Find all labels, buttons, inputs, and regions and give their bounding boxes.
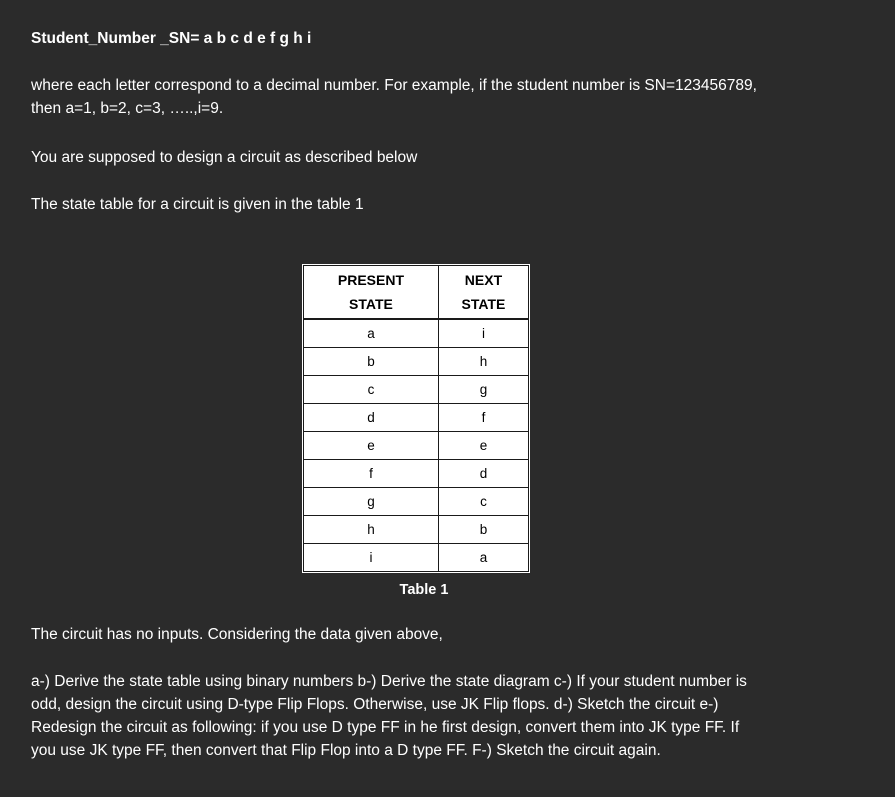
intro-line-1: where each letter correspond to a decimal number. For example, if the student number is SN=123456789, xyxy=(31,77,757,94)
next-state-cell: f xyxy=(438,404,528,432)
present-state-cell: a xyxy=(304,319,439,348)
state-table-container xyxy=(303,265,529,572)
table-row xyxy=(304,460,529,488)
table-row xyxy=(304,319,529,348)
intro-paragraph xyxy=(31,74,861,120)
next-state-cell: i xyxy=(438,319,528,348)
present-state-cell: h xyxy=(304,516,439,544)
present-state-cell: f xyxy=(304,460,439,488)
table-row xyxy=(304,488,529,516)
design-paragraph: You are supposed to design a circuit as described below xyxy=(31,149,418,166)
table-row xyxy=(304,432,529,460)
task-line-2: odd, design the circuit using D-type Flip Flops. Otherwise, use JK Flip flops. d-) Sketch the circuit e-) xyxy=(31,696,719,713)
table-row xyxy=(304,376,529,404)
next-state-cell: e xyxy=(438,432,528,460)
tasks-paragraph xyxy=(31,670,841,762)
table-row xyxy=(304,544,529,572)
document-title: Student_Number _SN= a b c d e f g h i xyxy=(31,30,312,47)
present-state-cell: g xyxy=(304,488,439,516)
state-table-header-row xyxy=(304,266,529,320)
intro-line-2: then a=1, b=2, c=3, …..,i=9. xyxy=(31,100,224,117)
task-line-1: a-) Derive the state table using binary numbers b-) Derive the state diagram c-) If your student number is xyxy=(31,673,747,690)
present-state-cell: b xyxy=(304,348,439,376)
state-table-intro: The state table for a circuit is given in the table 1 xyxy=(31,196,364,213)
present-state-cell: d xyxy=(304,404,439,432)
no-inputs-paragraph: The circuit has no inputs. Considering the data given above, xyxy=(31,626,443,643)
table-caption: Table 1 xyxy=(399,582,449,598)
next-state-cell: d xyxy=(438,460,528,488)
table-row xyxy=(304,404,529,432)
next-state-cell: h xyxy=(438,348,528,376)
next-state-cell: g xyxy=(438,376,528,404)
table-row xyxy=(304,348,529,376)
next-state-cell: b xyxy=(438,516,528,544)
present-state-cell: c xyxy=(304,376,439,404)
table-row xyxy=(304,516,529,544)
task-line-4: you use JK type FF, then convert that Flip Flop into a D type FF. F-) Sketch the circuit again. xyxy=(31,742,661,759)
next-state-cell: c xyxy=(438,488,528,516)
next-state-cell: a xyxy=(438,544,528,572)
present-state-header: PRESENT STATE xyxy=(304,266,439,320)
next-state-header: NEXT STATE xyxy=(438,266,528,320)
present-state-cell: e xyxy=(304,432,439,460)
task-line-3: Redesign the circuit as following: if you use D type FF in he first design, convert them into JK type FF. If xyxy=(31,719,740,736)
state-table xyxy=(303,265,529,572)
present-state-cell: i xyxy=(304,544,439,572)
